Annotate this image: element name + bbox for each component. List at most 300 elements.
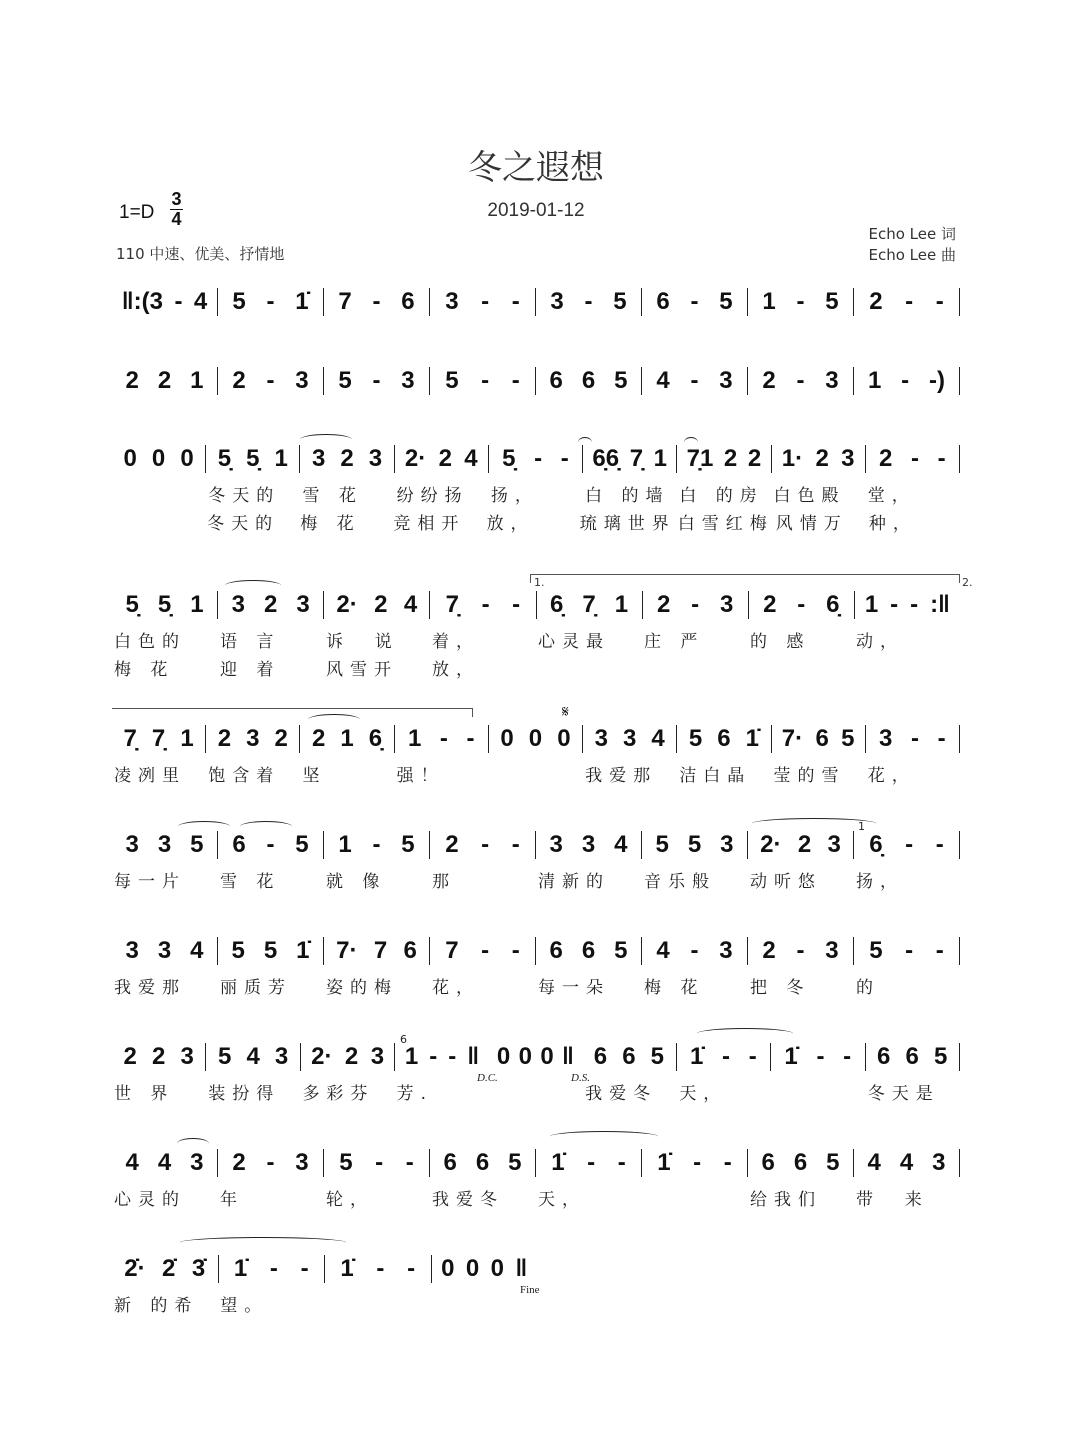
measure [582,1043,676,1071]
dash-note: - [796,288,805,315]
note: 4 [246,1043,260,1070]
measure [430,288,536,316]
note: 3 [368,445,383,472]
lyric: 冬天的 [208,486,281,506]
note: 4 [651,725,665,752]
staff-row [112,723,960,789]
measure [854,1149,960,1177]
measure [430,937,536,965]
dash-note: - [481,591,490,618]
note: 1 [180,725,194,752]
lyric: 清新的 [538,872,610,892]
note: 2 [815,445,829,472]
note: 3 [581,831,596,858]
measure [748,367,854,395]
dash-note: - [796,937,805,964]
lyrics-line-2 [112,509,960,537]
measure [642,367,748,395]
lyric: 天， [679,1084,728,1104]
volta-bracket-1 [530,574,960,583]
note: 3 [594,725,608,752]
dash-note: - [407,1255,416,1282]
note: 0 [496,1043,511,1070]
lyric [112,481,206,509]
note: 3 [720,831,734,858]
notes-line [112,1253,537,1285]
lyric: 纷纷扬 [396,486,469,506]
note: 3 [157,831,172,858]
note: 3̇ [191,1255,206,1282]
lyric: 多彩芬 [302,1084,375,1104]
lyrics-line-2 [112,655,960,683]
note: 6̣ [550,591,564,618]
note: :‖ [930,591,950,618]
measure [324,288,430,316]
measure [430,367,536,395]
note: 0 [540,1043,554,1070]
dash-note: - [511,367,520,394]
measure [536,937,642,965]
measure [218,591,324,619]
measure [112,831,218,859]
note: 1 [338,831,352,858]
measure [536,288,642,316]
note: 4 [464,445,478,472]
lyric: 的 感 [750,632,811,652]
notes-line [112,829,960,861]
measure [748,937,854,965]
note: 2 [344,1043,359,1070]
note: 5 [339,1149,353,1176]
lyric: 琉璃世界 [579,514,676,534]
lyric: 我爱冬 [432,1190,504,1210]
note: ‖ [467,1043,480,1070]
measure [536,831,642,859]
dash-note: - [269,1255,278,1282]
dash-note: - [693,1149,702,1176]
lyric: 动， [856,632,904,652]
note: 2 [232,367,246,394]
note: 1· [781,445,804,472]
note: 1̇ [295,288,309,315]
lyric: 望。 [220,1296,269,1316]
measure [583,725,677,753]
lyric [854,655,960,683]
lyric: 我爱那 [585,766,658,786]
staff-row [112,443,960,537]
measure [536,367,642,395]
note: 3 [311,445,326,472]
volta-bracket-2 [112,708,473,717]
dash-note: - [174,288,183,315]
dash-note: - [690,937,699,964]
note: 4 [614,831,628,858]
dash-note: - [372,288,381,315]
lyric: 白色的 [114,632,186,652]
measure [489,1043,582,1071]
note: 7̣ [582,591,596,618]
measure [324,937,430,965]
lyric: 扬， [490,486,539,506]
slur [300,434,352,445]
note: 6 [877,1043,891,1070]
measure [112,445,206,473]
note: 4 [125,1149,139,1176]
measure [772,725,866,753]
notes-line [112,365,960,397]
note: 5̣ [157,591,172,618]
dash-note: - [816,1043,825,1070]
notes-line [112,286,960,318]
note: 1̇ [296,937,310,964]
dash-note: - [911,445,920,472]
note: 7· [781,725,804,752]
dash-note: - [481,367,490,394]
note: 1 [274,445,288,472]
dash-note: - [534,445,543,472]
note: 5 [508,1149,522,1176]
notes-line [112,1041,960,1073]
lyric: 诉 说 [326,632,399,652]
measure [866,1043,960,1071]
note: 2 [445,831,459,858]
note: 5 [231,937,245,964]
lyric [748,655,854,683]
lyric: 就 像 [326,872,387,892]
key-signature: 1=D [119,202,155,223]
dash-note: - [481,288,490,315]
measure [432,1255,538,1283]
lyric: 轮， [326,1190,374,1210]
lyric: 迎 着 [220,660,281,680]
dash-note: - [300,1255,309,1282]
note: 2 [797,831,812,858]
dash-note: - [511,937,520,964]
lyric: 心灵的 [114,1190,186,1210]
note: 5 [655,831,669,858]
note: 3 [445,288,459,315]
note: 6̣ [826,591,840,618]
dash-note: - [266,1149,275,1176]
time-top: 3 [171,189,182,209]
note: -) [929,367,946,394]
staff-row [112,286,960,318]
measure [430,1149,536,1177]
note: 6 [717,725,731,752]
note: 0 [500,725,514,752]
dash-note: - [266,831,275,858]
note: 2̇ [162,1255,176,1282]
measure [430,591,536,619]
note: 3 [719,591,734,618]
lyrics-line-1 [112,973,960,1001]
dash-note: - [937,725,946,752]
note: 6̣6̣ [592,445,620,472]
measure [112,591,218,619]
note: 7̣ [151,725,166,752]
slur [578,437,592,448]
lyric: 白色殿 [773,486,846,506]
time-signature [170,190,183,229]
measure [854,288,960,316]
measure [206,725,300,753]
lyric: 心灵最 [538,632,610,652]
measure [324,367,430,395]
measure [537,591,643,619]
note: 6 [232,831,246,858]
note: 6̣ [368,725,383,752]
note: 1 [190,591,204,618]
dash-note: - [905,288,914,315]
note: 1̇ [551,1149,565,1176]
lyric: 着， [432,632,480,652]
measure [489,445,583,473]
dash-note: - [748,1043,757,1070]
measure [748,288,854,316]
note: 6 [549,937,563,964]
lyric: 装扮得 [208,1084,281,1104]
lyric: 姿的梅 [326,978,398,998]
note: 3 [623,725,637,752]
dash-note: - [796,367,805,394]
note: 2 [274,725,288,752]
dash-note: - [935,831,944,858]
lyrics-line-1 [112,1185,960,1213]
lyrics-line-1 [112,761,960,789]
note: 6 [475,1149,490,1176]
lyricist-credit: Echo Lee 词 [868,225,956,243]
note: 5 [295,831,309,858]
note: 2 [763,591,777,618]
note: 4 [899,1149,914,1176]
measure [642,831,748,859]
note: 6 [581,367,596,394]
measure [866,725,960,753]
note: 3 [274,1043,289,1070]
note: 5̣ [125,591,139,618]
note: 5 [869,937,883,964]
lyric: 每一片 [114,872,186,892]
note: 6 [403,937,417,964]
lyric: 凌冽里 [114,766,186,786]
note: 2 [438,445,452,472]
note: 6 [793,1149,808,1176]
note: 1̇ [340,1255,354,1282]
note: 2· [311,1043,333,1070]
note: 4 [867,1149,881,1176]
note: 1 [407,725,422,752]
lyric: 芳. [396,1084,434,1104]
slur [177,1138,209,1149]
note: 1 [867,367,882,394]
notes-line [112,443,960,475]
dash-note: - [901,367,910,394]
staff-row [112,365,960,397]
lyric: 动听悠 [750,872,822,892]
ds-marking: D.S. [571,1072,590,1084]
note: 6 [593,1043,608,1070]
measure [677,445,771,473]
measure [854,831,960,859]
dash-note: - [439,725,448,752]
grace-note: 1 [858,820,865,833]
dash-note: - [560,445,569,472]
note: 3 [157,937,172,964]
measure [643,591,749,619]
note: 2· [336,591,358,618]
dash-note: - [690,288,699,315]
measure [324,591,430,619]
note: 0 [490,1255,504,1282]
volta-2-label: 2. [962,576,973,589]
measure [112,937,218,965]
dash-note: - [429,1043,438,1070]
dash-note: - [935,288,944,315]
lyric: 冬天的 [207,514,280,534]
note: 1̇ [657,1149,671,1176]
lyrics-line-1 [112,481,960,509]
measure [855,591,960,619]
note: 5 [650,1043,665,1070]
note: 4 [403,591,418,618]
note: 5 [826,1149,840,1176]
note: 7̣ [123,725,137,752]
measure [748,1149,854,1177]
grace-note: 6 [400,1033,407,1046]
measure [642,288,748,316]
measure [218,831,324,859]
note: 0 [465,1255,480,1282]
note: 3 [932,1149,946,1176]
slur [308,714,360,725]
lyric: 堂， [867,486,916,506]
lyric: 白雪红梅 [677,514,774,534]
dash-note: - [617,1149,626,1176]
time-bottom: 4 [171,209,182,229]
slur [697,1028,793,1039]
note: 2 [157,367,172,394]
dash-note: - [937,445,946,472]
measure [489,725,583,753]
dash-note: - [691,591,700,618]
note: 7̣ [629,445,644,472]
lyric: 冬天是 [867,1084,940,1104]
note: 2 [723,445,738,472]
measure [112,367,218,395]
measure [300,725,394,753]
note: 5̣ [502,445,516,472]
note: 4 [157,1149,172,1176]
staff-row [112,1253,537,1319]
dash-note: - [266,288,275,315]
lyric: 雪 花 [220,872,281,892]
measure [866,445,960,473]
tempo-marking: 110 中速、优美、抒情地 [116,245,285,263]
note: 1̇ [784,1043,798,1070]
measure [219,1255,326,1283]
lyric: 年 [220,1190,244,1210]
note: 5 [687,831,702,858]
lyric: 丽质芳 [220,978,292,998]
note: 0 [518,1043,532,1070]
slur [180,1237,346,1248]
note: 3 [827,831,841,858]
lyric: 庄 严 [644,632,705,652]
dash-note: - [466,725,475,752]
segno-sign: 𝄋 [562,702,569,721]
dash-note: - [722,1043,731,1070]
note: 4 [656,367,670,394]
measure [854,367,960,395]
staff-row [112,829,960,895]
notes-line [112,935,960,967]
measure [324,1149,430,1177]
lyric: 莹的雪 [773,766,846,786]
measure [642,1149,748,1177]
notes-line [112,1147,960,1179]
note: 4 [656,937,670,964]
note: 5 [401,831,415,858]
measure [749,591,855,619]
note: 1̇ [689,1043,704,1070]
lyric: 梅 花 [644,978,705,998]
note: 5 [841,725,855,752]
measure [395,1043,488,1071]
note: 2 [340,445,354,472]
lyric: 那 [432,872,456,892]
measure [218,1149,324,1177]
lyric: 我爱冬 [585,1084,658,1104]
note: 3 [841,445,855,472]
dash-note: - [911,725,920,752]
measure [536,1149,642,1177]
lyric: 给我们 [750,1190,822,1210]
slur [240,821,292,832]
note: 3 [719,367,733,394]
measure [218,367,324,395]
lyric: 每一朵 [538,978,610,998]
lyric: 音乐般 [644,872,716,892]
lyric [489,1079,583,1107]
note: 5 [232,288,246,315]
dash-note: - [481,937,490,964]
note: 1 [653,445,667,472]
note: ‖ [515,1255,528,1282]
note: 2· [760,831,782,858]
note: 5 [190,831,204,858]
lyric: 风情万 [775,514,848,534]
note: 0 [441,1255,455,1282]
note: 6 [581,937,596,964]
note: 2 [762,937,776,964]
note: 2 [311,725,326,752]
note: 3 [879,725,893,752]
note: 1 [340,725,354,752]
note: 5 [445,367,459,394]
lyric: 花， [432,978,480,998]
measure [112,1149,218,1177]
volta-1-label: 1. [534,576,545,589]
note: 3 [549,831,563,858]
note: 2 [217,725,232,752]
note: 2 [762,367,776,394]
note: 1 [864,591,879,618]
note: 6 [443,1149,457,1176]
measure [583,445,677,473]
lyrics-line-1 [112,627,960,655]
dash-note: - [905,831,914,858]
note: 6 [905,1043,919,1070]
